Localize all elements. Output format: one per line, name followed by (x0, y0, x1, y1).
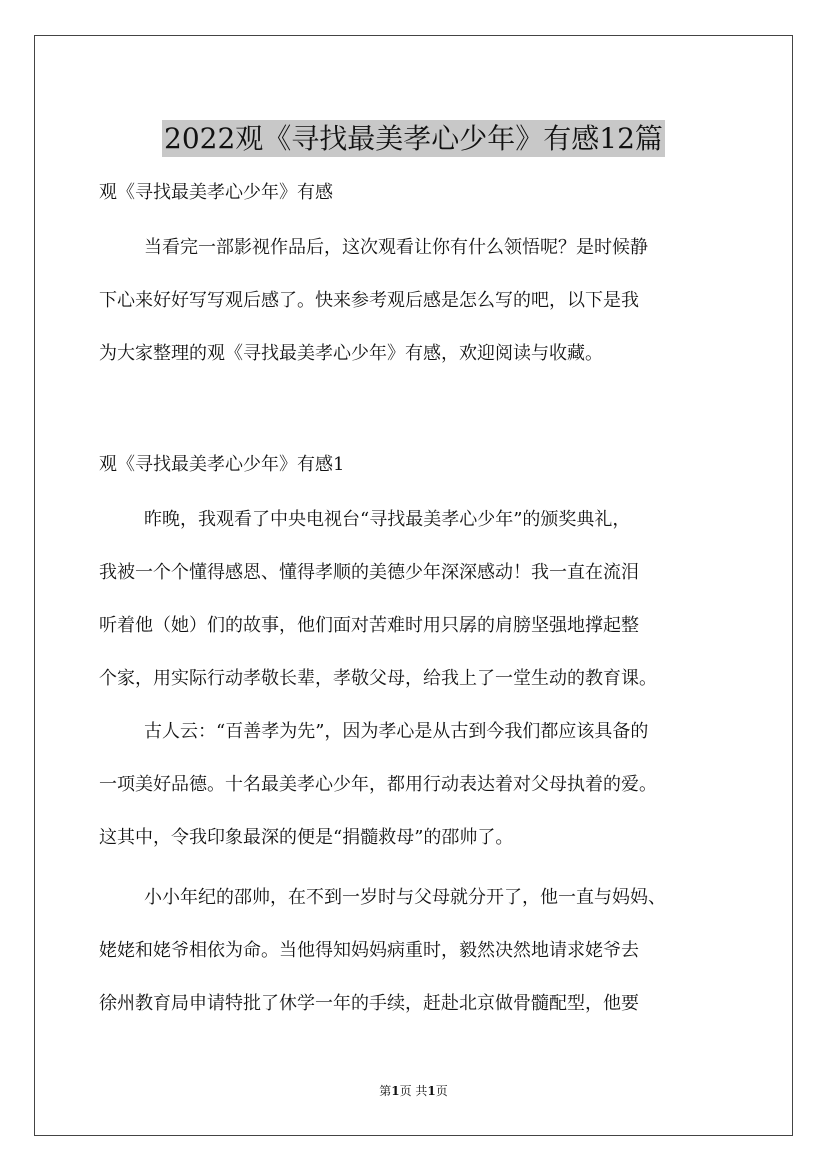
section1-line-6: 一项美好品德。十名最美孝心少年，都用行动表达着对父母执着的爱。 (99, 774, 657, 795)
footer-page-prefix: 第 (379, 1084, 392, 1098)
section1-line-10: 徐州教育局申请特批了休学一年的手续，赶赴北京做骨髓配型，他要 (99, 993, 639, 1014)
footer-page-mid: 页 共 (399, 1084, 428, 1098)
intro-line-1: 当看完一部影视作品后，这次观看让你有什么领悟呢？是时候静 (144, 237, 648, 258)
section1-line-9: 姥姥和姥爷相依为命。当他得知妈妈病重时，毅然决然地请求姥爷去 (99, 940, 639, 961)
section1-line-5: 古人云：“百善孝为先”，因为孝心是从古到今我们都应该具备的 (144, 721, 649, 742)
document-title (0, 117, 827, 161)
section1-line-7: 这其中，令我印象最深的便是“捐髓救母”的邵帅了。 (99, 827, 514, 848)
intro-line-2: 下心来好好写写观后感了。快来参考观后感是怎么写的吧，以下是我 (99, 290, 639, 311)
document-title-text: 2022观《寻找最美孝心少年》有感12篇 (164, 121, 663, 155)
footer-page-current: 1 (391, 1084, 400, 1098)
section1-line-3: 听着他（她）们的故事，他们面对苦难时用只孱的肩膀坚强地撑起整 (99, 615, 639, 636)
footer-page-total: 1 (427, 1084, 436, 1098)
section1-line-8: 小小年纪的邵帅，在不到一岁时与父母就分开了，他一直与妈妈、 (144, 887, 666, 908)
section1-line-4: 个家，用实际行动孝敬长辈，孝敬父母，给我上了一堂生动的教育课。 (99, 668, 657, 689)
section1-heading: 观《寻找最美孝心少年》有感1 (99, 454, 345, 475)
footer-page-suffix: 页 (435, 1084, 448, 1098)
intro-line-3: 为大家整理的观《寻找最美孝心少年》有感，欢迎阅读与收藏。 (99, 343, 603, 364)
section1-line-2: 我被一个个懂得感恩、懂得孝顺的美德少年深深感动！我一直在流泪 (99, 562, 639, 583)
section1-line-1: 昨晚，我观看了中央电视台“寻找最美孝心少年”的颁奖典礼， (144, 509, 631, 530)
page-footer (0, 1082, 827, 1100)
intro-heading: 观《寻找最美孝心少年》有感 (99, 182, 333, 203)
